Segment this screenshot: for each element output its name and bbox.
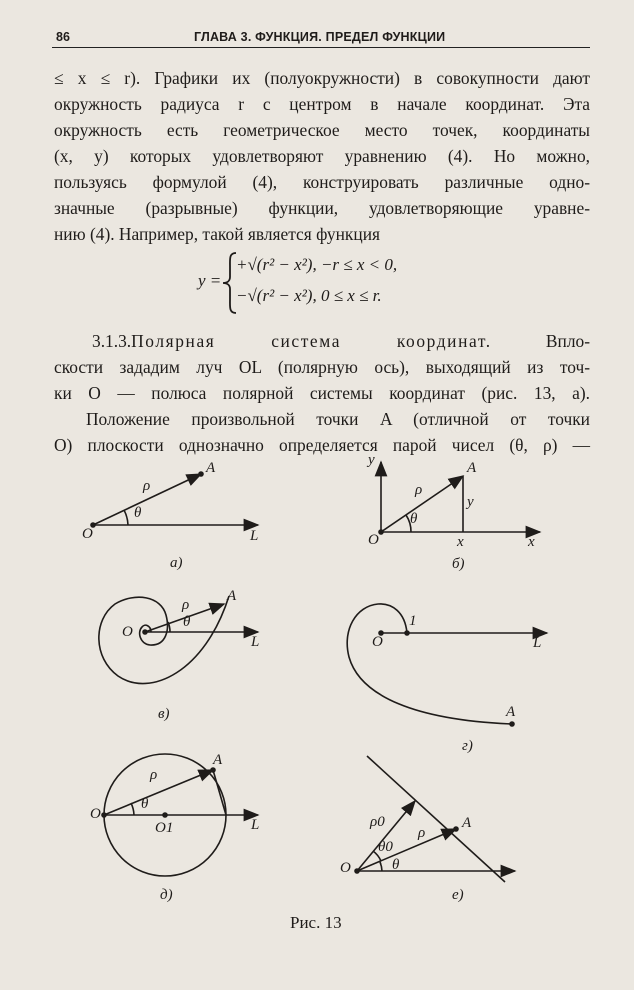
label-g-one: 1 — [409, 613, 417, 629]
label-b-theta: θ — [410, 511, 418, 527]
panel-g-diagram — [347, 604, 547, 726]
label-d-theta: θ — [141, 796, 149, 812]
label-b-rho: ρ — [415, 482, 423, 498]
label-d-A: A — [213, 752, 223, 768]
label-e-rho0: ρ0 — [370, 814, 385, 830]
label-b-x: x — [457, 534, 464, 550]
equation-row-1: +√(r² − x²), −r ≤ x < 0, — [236, 255, 398, 274]
text-line-4: (x, y) которых удовлетворяют уравнению (4). Но можно, — [54, 146, 590, 166]
label-e-theta0: θ0 — [378, 839, 393, 855]
label-d-O: O — [90, 806, 101, 822]
label-a-theta: θ — [134, 505, 142, 521]
text-line-10: ки O — полюса полярной системы координат (рис. 13, а). — [54, 383, 590, 403]
label-d-O1: O1 — [155, 820, 174, 836]
text-line-6: значные (разрывные) функции, удовлетворяющие уравне- — [54, 198, 590, 218]
label-v-L: L — [251, 634, 260, 650]
section-title: Полярная система координат. — [131, 331, 492, 351]
label-v-rho: ρ — [182, 597, 190, 613]
label-a-O: O — [82, 526, 93, 542]
panel-label-g: г) — [462, 738, 473, 754]
label-d-rho: ρ — [150, 767, 158, 783]
label-a-A: A — [206, 460, 216, 476]
text-line-1: ≤ x ≤ r). Графики их (полуокружности) в совокупности дают — [54, 68, 590, 88]
section-number: 3.1.3. — [92, 331, 132, 351]
label-v-A: A — [227, 588, 237, 604]
label-v-O: O — [122, 624, 133, 640]
panel-label-a: а) — [170, 555, 183, 571]
panel-label-b: б) — [452, 556, 465, 572]
equation-row-2: −√(r² − x²), 0 ≤ x ≤ r. — [236, 286, 382, 305]
page-number: 86 — [56, 30, 70, 44]
text-line-3: окружность есть геометрическое место точек, координаты — [54, 120, 590, 140]
label-e-A: A — [462, 815, 472, 831]
label-e-O: O — [340, 860, 351, 876]
label-v-theta: θ — [183, 614, 191, 630]
text-line-12: O) плоскости однозначно определяется парой чисел (θ, ρ) — — [54, 435, 590, 455]
panel-label-d: д) — [160, 887, 173, 903]
label-b-O: O — [368, 532, 379, 548]
label-g-A: A — [506, 704, 516, 720]
label-e-theta: θ — [392, 857, 400, 873]
label-a-L: L — [250, 528, 259, 544]
panel-label-v: в) — [158, 706, 170, 722]
chapter-title: ГЛАВА 3. ФУНКЦИЯ. ПРЕДЕЛ ФУНКЦИИ — [194, 30, 446, 44]
panel-label-e: е) — [452, 887, 464, 903]
label-e-rho: ρ — [418, 825, 426, 841]
label-g-L: L — [533, 635, 542, 651]
equation-lhs: y = — [198, 271, 222, 290]
text-line-5: пользуясь формулой (4), конструировать различные одно- — [54, 172, 590, 192]
section-line-rest: Впло- — [545, 331, 590, 351]
label-g-O: O — [372, 634, 383, 650]
panel-b-diagram — [379, 462, 540, 534]
panel-d-diagram — [102, 754, 258, 876]
label-b-x-axis: x — [528, 534, 535, 550]
text-line-2: окружность радиуса r с центром в начале координат. Эта — [54, 94, 590, 114]
label-b-A: A — [467, 460, 477, 476]
figure-caption: Рис. 13 — [290, 913, 342, 932]
text-line-7: нию (4). Например, такой является функция — [54, 224, 380, 244]
text-line-11: Положение произвольной точки A (отличной от точки — [86, 409, 590, 429]
text-line-9: скости зададим луч OL (полярную ось), выходящий из точ- — [54, 357, 590, 377]
label-b-y-axis: y — [368, 452, 375, 468]
label-d-L: L — [251, 817, 260, 833]
label-a-rho: ρ — [143, 478, 151, 494]
label-b-y: y — [467, 494, 474, 510]
panel-a-diagram — [91, 472, 258, 527]
